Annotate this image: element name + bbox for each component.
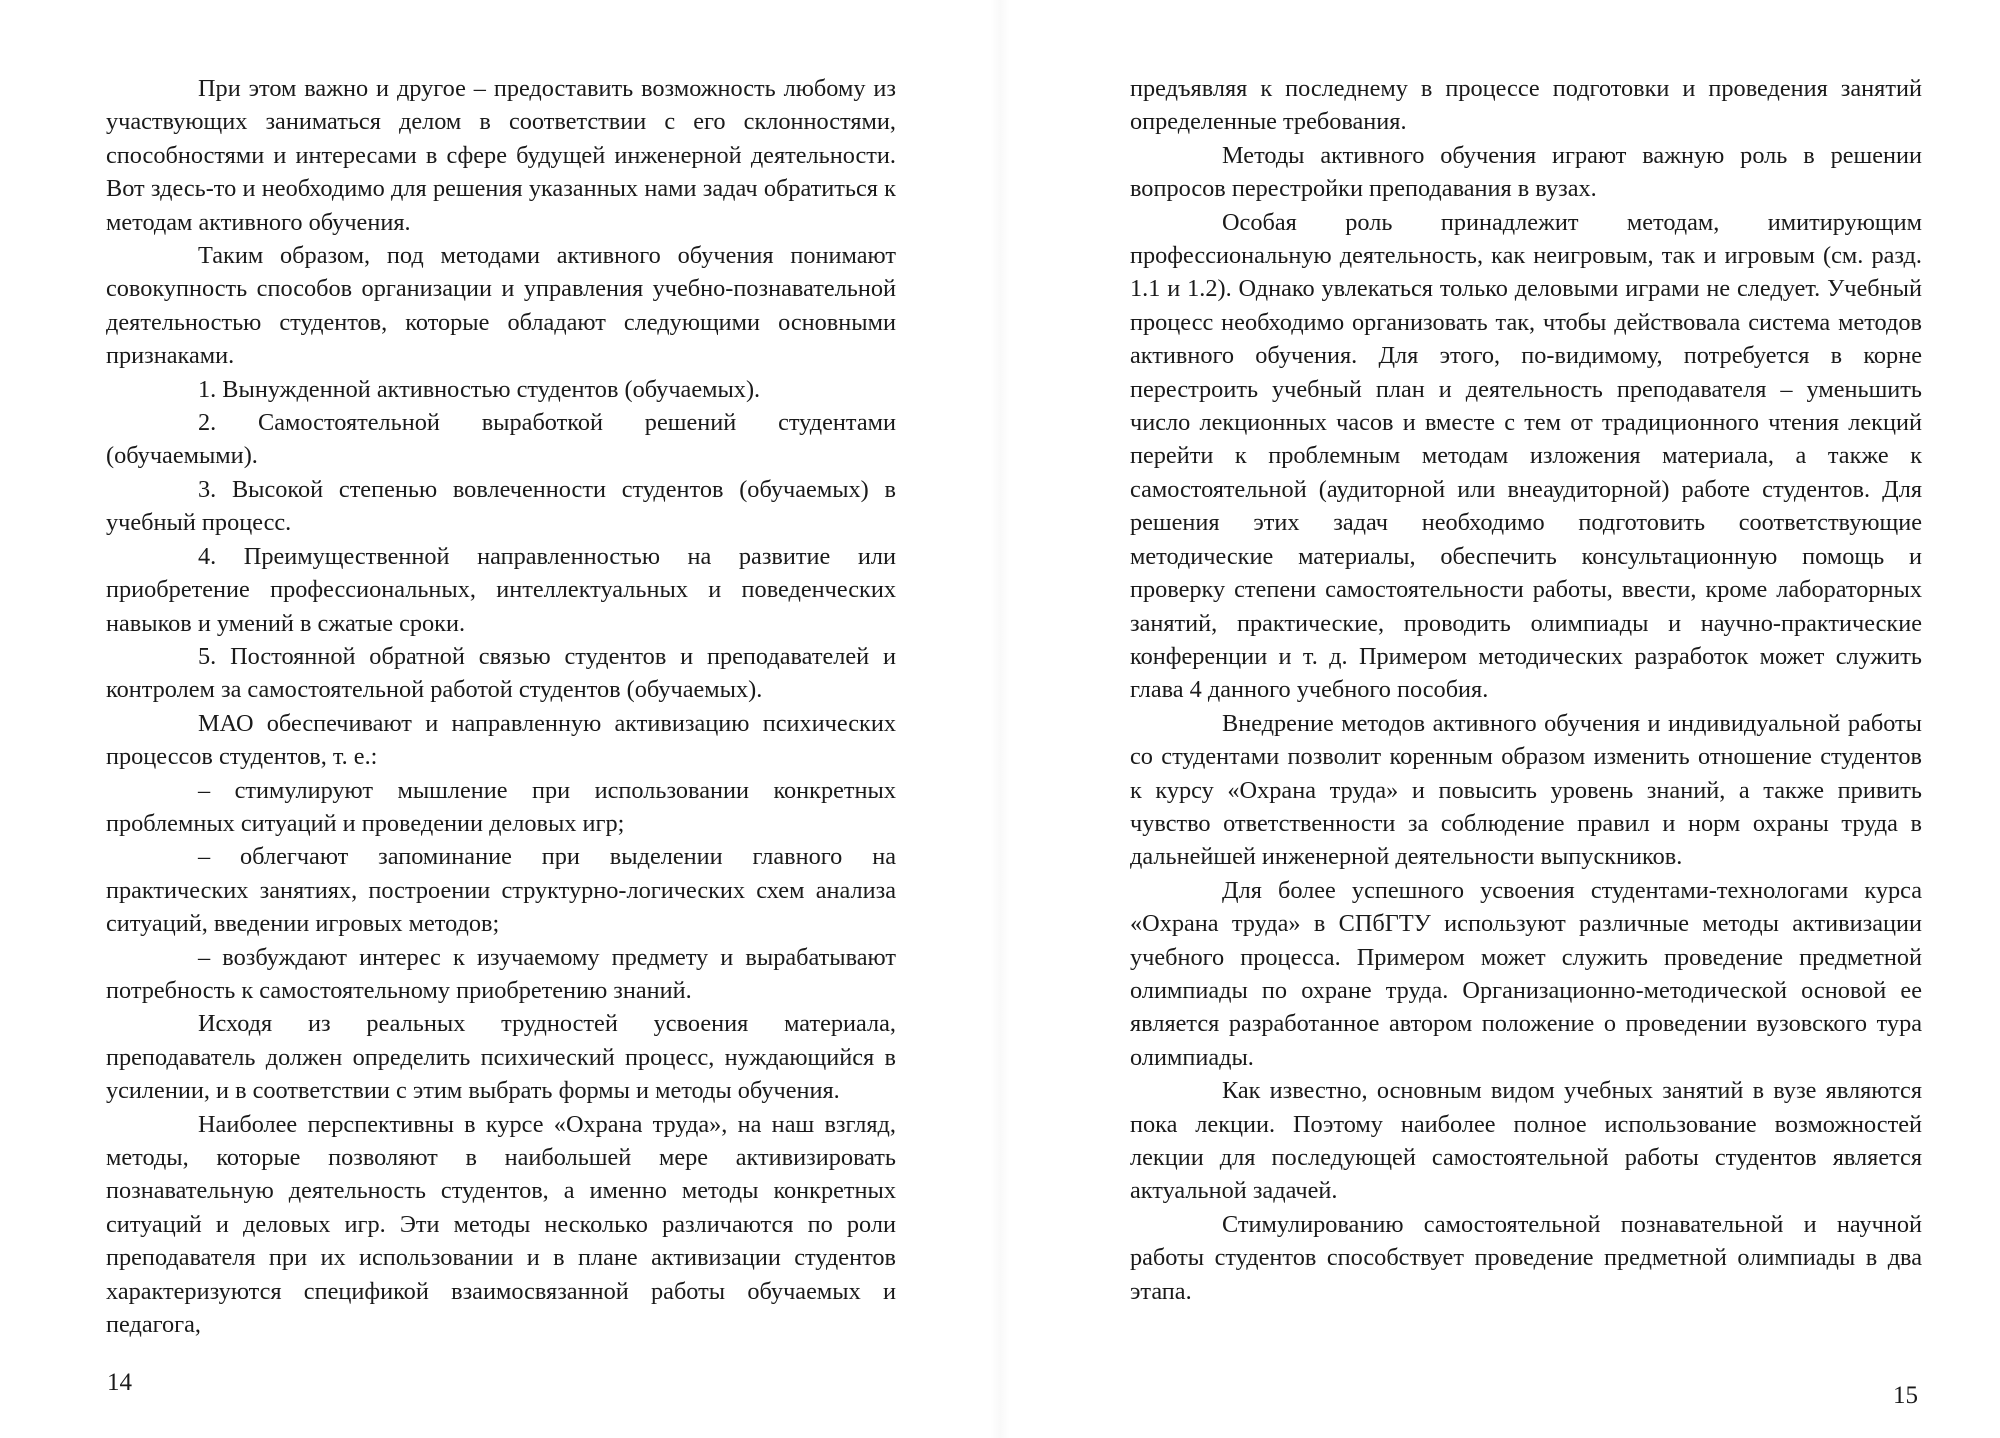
paragraph: Особая роль принадлежит методам, имитирующим профессиональную деятельность, как неигровым, так и игровым (см. разд. 1.1 и 1.2). Однако увлекаться только деловыми играми не следует. Учебный процесс необходимо организовать так, чтобы действовала система методов активного обучения. Для этого, по-видимому, потребуется в корне перестроить учебный план и деятельность преподавателя – уменьшить число лекционных часов и вместе с тем от традиционного чтения лекций перейти к проблемным методам изложения материала, а также к самостоятельной (аудиторной или внеаудиторной) работе студентов. Для решения этих задач необходимо подготовить соответствующие методические материалы, обеспечить консультационную помощь и проверку степени самостоятельности работы, ввести, кроме лабораторных занятий, практические, проводить олимпиады и научно-практические конференции и т. д. Примером методических разработок может служить глава 4 данного учебного пособия. [1130, 208, 1922, 704]
list-item: 4. Преимущественной направленностью на развитие или приобретение профессиональных, интеллектуальных и поведенческих навыков и умений в сжатые сроки. [106, 542, 896, 637]
page-number-left: 14 [107, 1369, 132, 1396]
paragraph: Исходя из реальных трудностей усвоения материала, преподаватель должен определить психический процесс, нуждающийся в усилении, и в соответствии с этим выбрать формы и методы обучения. [106, 1010, 896, 1105]
list-item: – стимулируют мышление при использовании конкретных проблемных ситуаций и проведении деловых игр; [106, 776, 896, 837]
list-item: 2. Самостоятельной выработкой решений студентами (обучаемыми). [106, 409, 896, 470]
right-page-text [1130, 72, 1922, 1308]
paragraph: Внедрение методов активного обучения и индивидуальной работы со студентами позволит коренным образом изменить отношение студентов к курсу «Охрана труда» и повысить уровень знаний, а также привить чувство ответственности за соблюдение правил и норм охраны труда в дальнейшей инженерной деятельности выпускников. [1130, 709, 1922, 871]
list-item: 3. Высокой степенью вовлеченности студентов (обучаемых) в учебный процесс. [106, 475, 896, 537]
list-item: 1. Вынужденной активностью студентов (обучаемых). [198, 375, 761, 403]
list-item: – облегчают запоминание при выделении главного на практических занятиях, построении структурно-логических схем анализа ситуаций, введении игровых методов; [106, 843, 896, 938]
paragraph: Для более успешного усвоения студентами-технологами курса «Охрана труда» в СПбГТУ используют различные методы активизации учебного процесса. Примером может служить проведение предметной олимпиады по охране труда. Организационно-методической основой ее является разработанное автором положение о проведении вузовского тура олимпиады. [1130, 876, 1922, 1071]
paragraph: МАО обеспечивают и направленную активизацию психических процессов студентов, т. е.: [106, 709, 896, 771]
paragraph: Методы активного обучения играют важную роль в решении вопросов перестройки преподавания в вузах. [1130, 141, 1922, 203]
paragraph: Стимулированию самостоятельной познавательной и научной работы студентов способствует проведение предметной олимпиады в два этапа. [1130, 1210, 1922, 1305]
paragraph: Таким образом, под методами активного обучения понимают совокупность способов организации и управления учебно-познавательной деятельностью студентов, которые обладают следующими основными признаками. [106, 242, 896, 370]
paragraph: Наиболее перспективны в курсе «Охрана труда», на наш взгляд, методы, которые позволяют в наибольшей мере активизировать познавательную деятельность студентов, а именно методы конкретных ситуаций и деловых игр. Эти методы несколько различаются по роли преподавателя при их использовании и в плане активизации студентов характеризуются спецификой взаимосвязанной работы обучаемых и педагога, [106, 1110, 896, 1339]
list-item: 5. Постоянной обратной связью студентов и преподавателей и контролем за самостоятельной работой студентов (обучаемых). [106, 642, 896, 704]
page-number-right: 15 [1893, 1382, 1918, 1409]
book-gutter [990, 0, 1010, 1438]
list-item: – возбуждают интерес к изучаемому предмету и вырабатывают потребность к самостоятельному приобретению знаний. [106, 943, 896, 1004]
paragraph: предъявляя к последнему в процессе подготовки и проведения занятий определенные требования. [1130, 75, 1922, 136]
paragraph: Как известно, основным видом учебных занятий в вузе являются пока лекции. Поэтому наиболее полное использование возможностей лекции для последующей самостоятельной работы студентов является актуальной задачей. [1130, 1077, 1922, 1205]
paragraph: При этом важно и другое – предоставить возможность любому из участвующих заниматься делом в соответствии с его склонностями, способностями и интересами в сфере будущей инженерной деятельности. Вот здесь-то и необходимо для решения указанных нами задач обратиться к методам активного обучения. [106, 75, 896, 236]
left-page-text [106, 72, 896, 1341]
